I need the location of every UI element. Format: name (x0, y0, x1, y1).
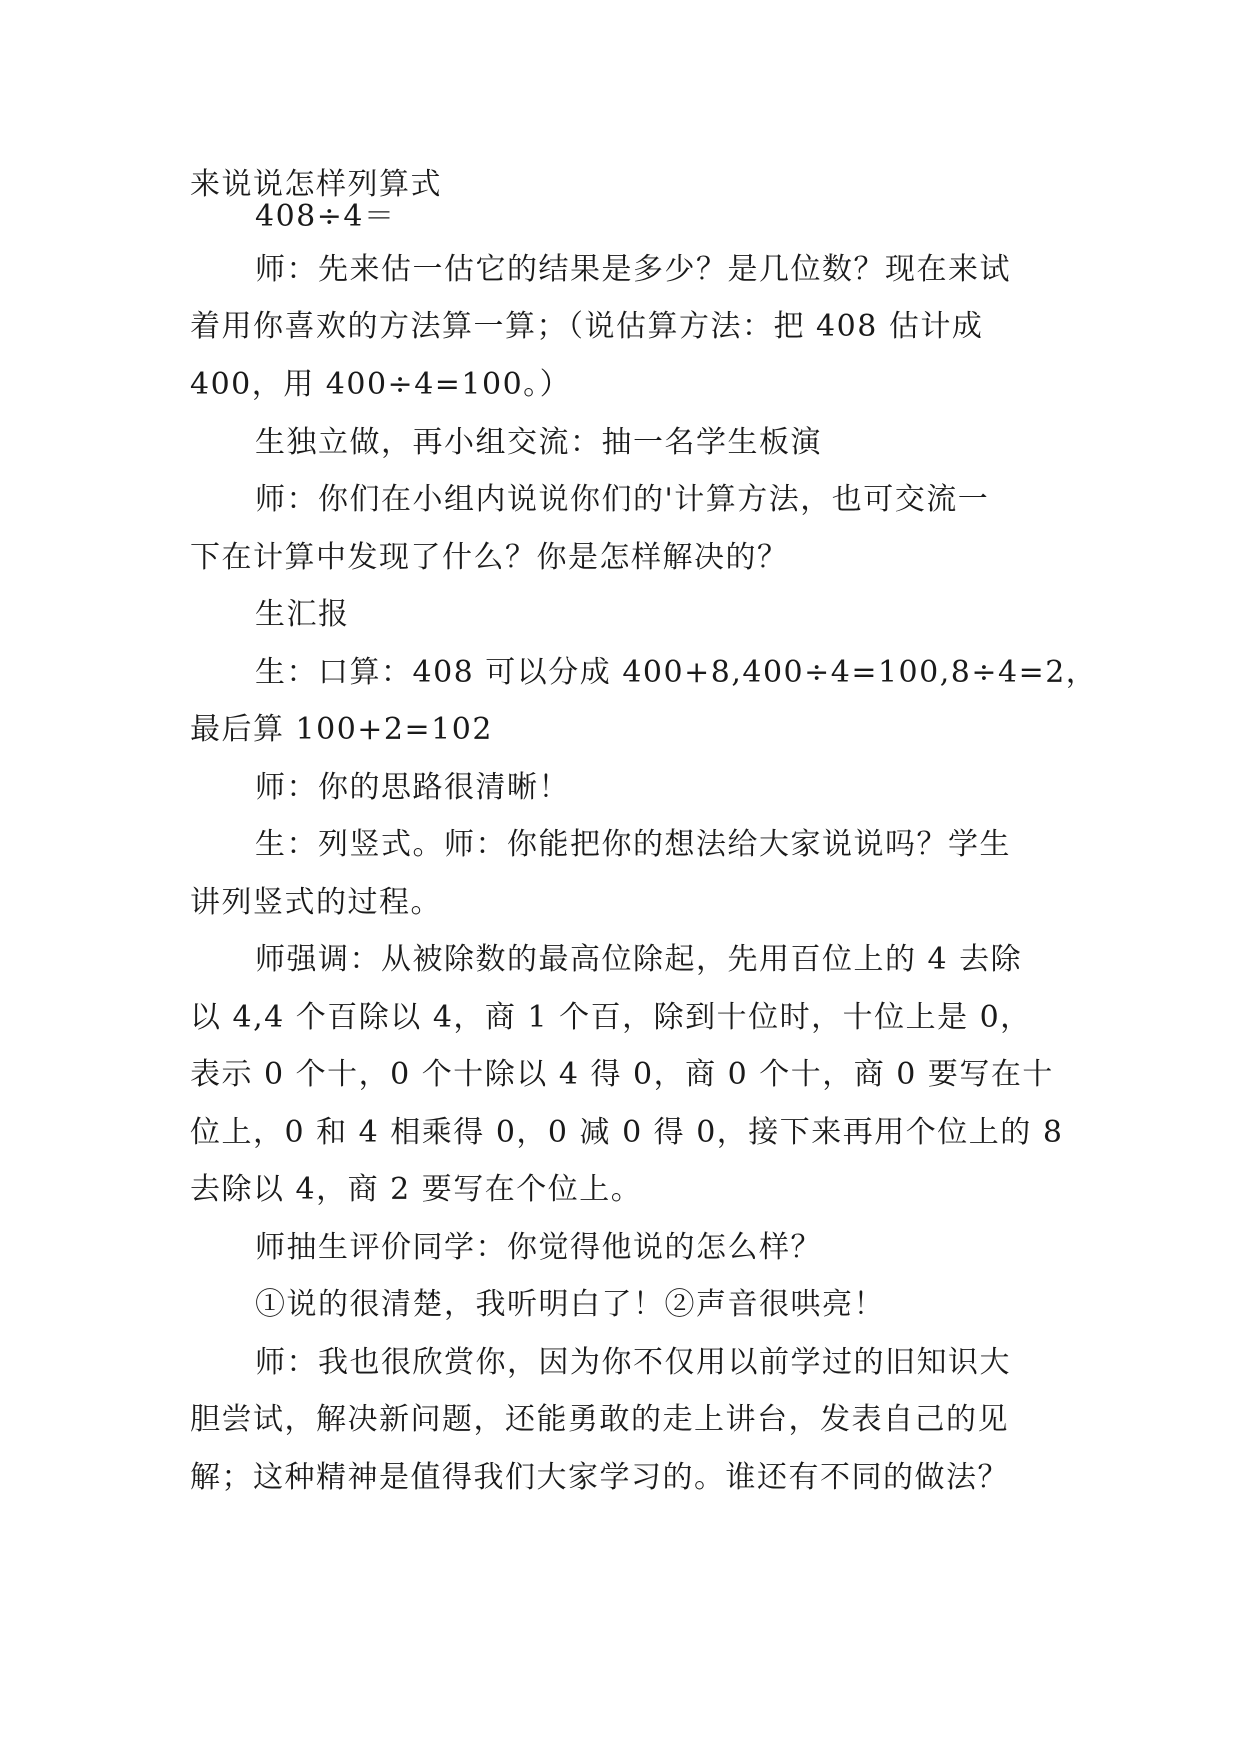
text-line: 来说说怎样列算式 (190, 167, 442, 202)
text-line: 师：你的思路很清晰！ (255, 770, 570, 805)
text-line: 讲列竖式的过程。 (190, 885, 442, 920)
text-line: 师抽生评价同学：你觉得他说的怎么样？ (255, 1230, 822, 1265)
text-line: 着用你喜欢的方法算一算；（说估算方法：把 408 估计成 (190, 309, 984, 344)
text-line: 去除以 4，商 2 要写在个位上。 (190, 1172, 643, 1207)
text-line: 师：先来估一估它的结果是多少？是几位数？现在来试 (255, 252, 1011, 287)
text-line: 最后算 100+2=102 (190, 712, 493, 747)
text-line: 以 4,4 个百除以 4，商 1 个百，除到十位时，十位上是 0， (190, 1000, 1032, 1035)
text-line: 下在计算中发现了什么？你是怎样解决的？ (190, 540, 789, 575)
text-line: 胆尝试，解决新问题，还能勇敢的走上讲台，发表自己的见 (190, 1402, 1009, 1437)
text-line: 师：我也很欣赏你，因为你不仅用以前学过的旧知识大 (255, 1345, 1011, 1380)
text-line: 师：你们在小组内说说你们的'计算方法，也可交流一 (255, 482, 990, 517)
text-line: 生汇报 (255, 597, 350, 632)
text-line: 生：列竖式。师：你能把你的想法给大家说说吗？学生 (255, 827, 1011, 862)
text-line: 位上，0 和 4 相乘得 0，0 减 0 得 0，接下来再用个位上的 8 (190, 1115, 1064, 1150)
text-line: 生独立做，再小组交流：抽一名学生板演 (255, 425, 822, 460)
text-line: 解；这种精神是值得我们大家学习的。谁还有不同的做法？ (190, 1460, 1009, 1495)
text-line: 408÷4＝ (255, 199, 396, 234)
text-line: 400，用 400÷4=100。） (190, 367, 572, 402)
text-line: ①说的很清楚，我听明白了！②声音很哄亮！ (255, 1287, 885, 1322)
text-line: 师强调：从被除数的最高位除起，先用百位上的 4 去除 (255, 942, 1023, 977)
text-line: 生：口算：408 可以分成 400+8,400÷4=100,8÷4=2， (255, 655, 1098, 690)
text-line: 表示 0 个十，0 个十除以 4 得 0，商 0 个十，商 0 要写在十 (190, 1057, 1054, 1092)
